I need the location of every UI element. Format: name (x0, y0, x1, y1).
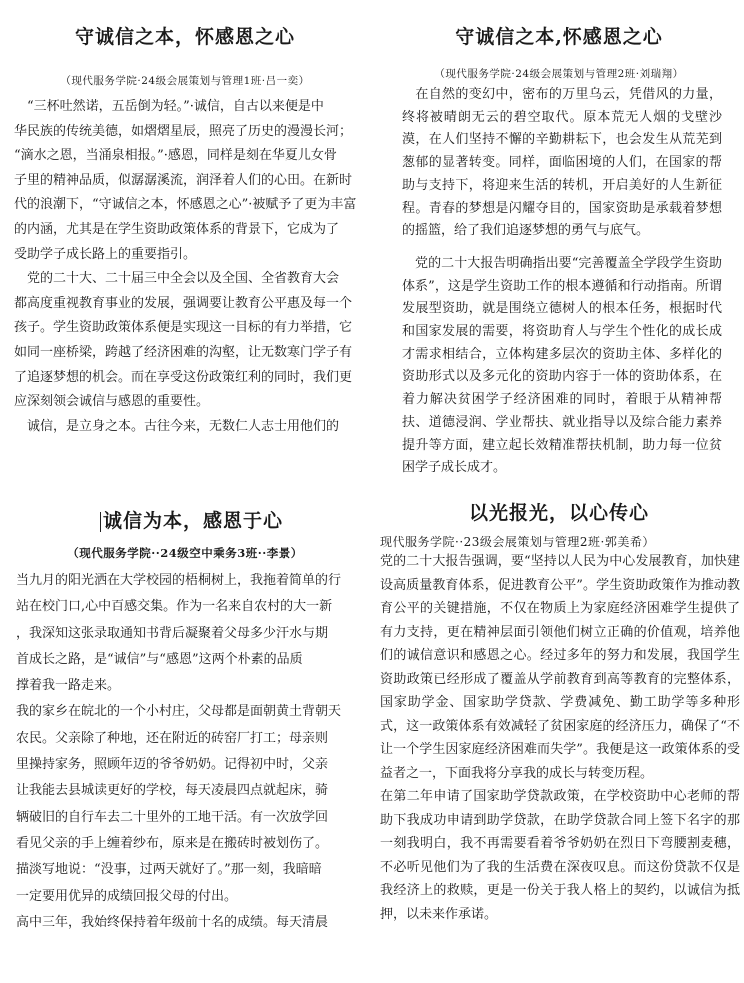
text-line: 孩子。学生资助政策体系便是实现这一目标的有力举措，它 (14, 320, 353, 336)
text-line: 首成长之路，是“诚信”与“感恩”这两个朴素的品质 (16, 651, 303, 667)
text-line: 华民族的传统美德，如熠熠星辰，照亮了历史的漫漫长河； (14, 123, 353, 139)
article-panel-4 (374, 492, 744, 983)
article-title (0, 506, 370, 533)
text-line: 当九月的阳光洒在大学校园的梧桐树上，我拖着简单的行 (16, 573, 342, 588)
text-line: 看见父亲的手上缠着纱布，原来是在搬砖时被划伤了。 (16, 835, 329, 851)
article-panel-2 (374, 0, 744, 490)
article-byline: （现代服务学院··24级空中乘务3班··李景） (67, 546, 303, 560)
text-cursor (100, 512, 101, 532)
paragraph (16, 568, 370, 699)
text-line: 受助学子成长路上的重要指引。 (14, 246, 197, 262)
paragraph: 在第二年申请了国家助学贷款政策，在学校资助中心老师的帮助下我成功申请到助学贷款，在助学贷款合同上签下名字的那一刻我明白，我不再需要看着爷爷奶奶在烈日下弯腰割麦穗，不必听见他们为了我的生活费在深夜叹息。而这份贷款不仅是我经济上的救赎，更是一份关于我人格上的契约，以诚信为抵押，以未来作承诺。 (380, 789, 740, 922)
paragraph (16, 699, 370, 909)
article-panel-3 (0, 492, 370, 983)
text-line: 站在校门口,心中百感交集。作为一名来自农村的大一新 (16, 599, 333, 615)
article-title: 守诚信之本，怀感恩之心 (74, 26, 295, 48)
text-line: 高中三年，我始终保持着年级前十名的成绩。每天清晨 (16, 914, 329, 930)
article-body (374, 84, 744, 480)
text-line: 让我能去县城读更好的学校，每天凌晨四点就起床，骑 (16, 783, 329, 799)
paragraph (14, 95, 370, 267)
text-line: 的内涵，尤其是在学生资助政策体系的背景下，它成为了 (14, 221, 340, 237)
article-byline: 现代服务学院··23级会展策划与管理2班·郭美希） (380, 535, 655, 549)
text-line: 都高度重视教育事业的发展，强调要让教育公平惠及每一个 (14, 295, 353, 311)
paragraph: 在自然的变幻中，密布的万里乌云，凭借风的力量，终将被晴朗无云的碧空取代。原本荒无人烟的戈壁沙漠，在人们坚持不懈的辛勤耕耘下，也会发生从荒芜到葱郁的显著转变。同样，面临困境的人们，在国家的帮助与支持下，将迎来生活的转机，开启美好的人生新征程。青春的梦想是闪耀夺目的，国家资助是承载着梦想的摇篮，给了我们追逐梦想的勇气与底气。 (402, 87, 722, 239)
text-line: “三杯吐然诺，五岳倒为轻。”·诚信，自古以来便是中 (14, 99, 324, 114)
text-line: 代的浪潮下，“守诚信之本，怀感恩之心”·被赋予了更为丰富 (14, 197, 357, 213)
text-line: 农民。父亲除了种地，还在附近的砖窑厂打工；母亲则 (16, 730, 329, 746)
text-line: 党的二十大、二十届三中全会以及全国、全省教育大会 (14, 271, 340, 287)
text-line: 撑着我一路走来。 (16, 678, 121, 694)
article-body (374, 550, 744, 926)
article-body (0, 568, 370, 936)
text-line: “滴水之恩，当涌泉相报。”·感恩，同样是刻在华夏儿女骨 (14, 148, 337, 164)
text-line: 了追逐梦想的机会。而在享受这份政策红利的同时，我们更 (14, 369, 353, 385)
text-line: 应深刻领会诚信与感恩的重要性。 (14, 394, 210, 410)
article-panel-1 (0, 0, 370, 490)
paragraph-gap (402, 243, 722, 253)
paragraph (14, 415, 370, 440)
text-line: 如同一座桥梁，跨越了经济困难的沟壑，让无数寒门学子有 (14, 344, 353, 360)
article-title: 守诚信之本,怀感恩之心 (455, 26, 663, 48)
paragraph (14, 267, 370, 415)
article-body (0, 95, 370, 439)
paragraph: 党的二十大报告强调，要“坚持以人民为中心发展教育，加快建设高质量教育体系，促进教育公平”。学生资助政策作为推动教育公平的关键措施，不仅在物质上为家庭经济困难学生提供了有力支持，更在精神层面引领他们树立正确的价值观，培养他们的诚信意识和感恩之心。经过多年的努力和发展，我国学生资助政策已经形成了覆盖从学前教育到高等教育的完整体系，国家助学金、国家助学贷款、学费减免、勤工助学等多种形式，这一政策体系有效减轻了贫困家庭的经济压力，确保了“不让一个学生因家庭经济困难而失学”。我便是这一政策体系的受益者之一，下面我将分享我的成长与转变历程。 (380, 554, 740, 781)
text-line: 里操持家务，照顾年迈的爷爷奶奶。记得初中时，父亲 (16, 757, 329, 773)
text-line: ，我深知这张录取通知书背后凝聚着父母多少汗水与期 (16, 625, 329, 641)
article-title: 以光报光，以心传心 (468, 502, 649, 524)
text-line: 诚信，是立身之本。古往今来，无数仁人志士用他们的 (14, 418, 340, 434)
text-line: 子里的精神品质，似潺潺溪流，润泽着人们的心田。在新时 (14, 172, 353, 188)
paragraph (16, 910, 370, 936)
text-line: 我的家乡在皖北的一个小村庄，父母都是面朝黄土背朝天 (16, 704, 342, 720)
article-title-text: 诚信为本，感恩于心 (103, 510, 284, 532)
text-line: 一定要用优异的成绩回报父母的付出。 (16, 888, 238, 904)
article-byline: （现代服务学院·24级会展策划与管理1班·吕一奕） (60, 75, 310, 87)
article-byline: （现代服务学院·24级会展策划与管理2班·刘瑞翔） (434, 68, 684, 80)
text-line: 描淡写地说：“没事，过两天就好了。”那一刻，我暗暗 (16, 862, 322, 878)
paragraph: 党的二十大报告明确指出要“完善覆盖全学段学生资助体系”，这是学生资助工作的根本遵循和行动指南。所谓发展型资助，就是围绕立德树人的根本任务，根据时代和国家发展的需要，将资助育人与学生个性化的成长成才需求相结合，立体构建多层次的资助主体、多样化的资助形式以及多元化的资助内容于一体的资助体系，在着力解决贫困学子经济困难的同时，着眼于从精神帮扶、道德浸润、学业帮扶、就业指导以及综合能力素养提升等方面，建立起长效精准帮扶机制，助力每一位贫困学子成长成才。 (402, 255, 722, 476)
text-line: 辆破旧的自行车去二十里外的工地干活。有一次放学回 (16, 809, 329, 825)
